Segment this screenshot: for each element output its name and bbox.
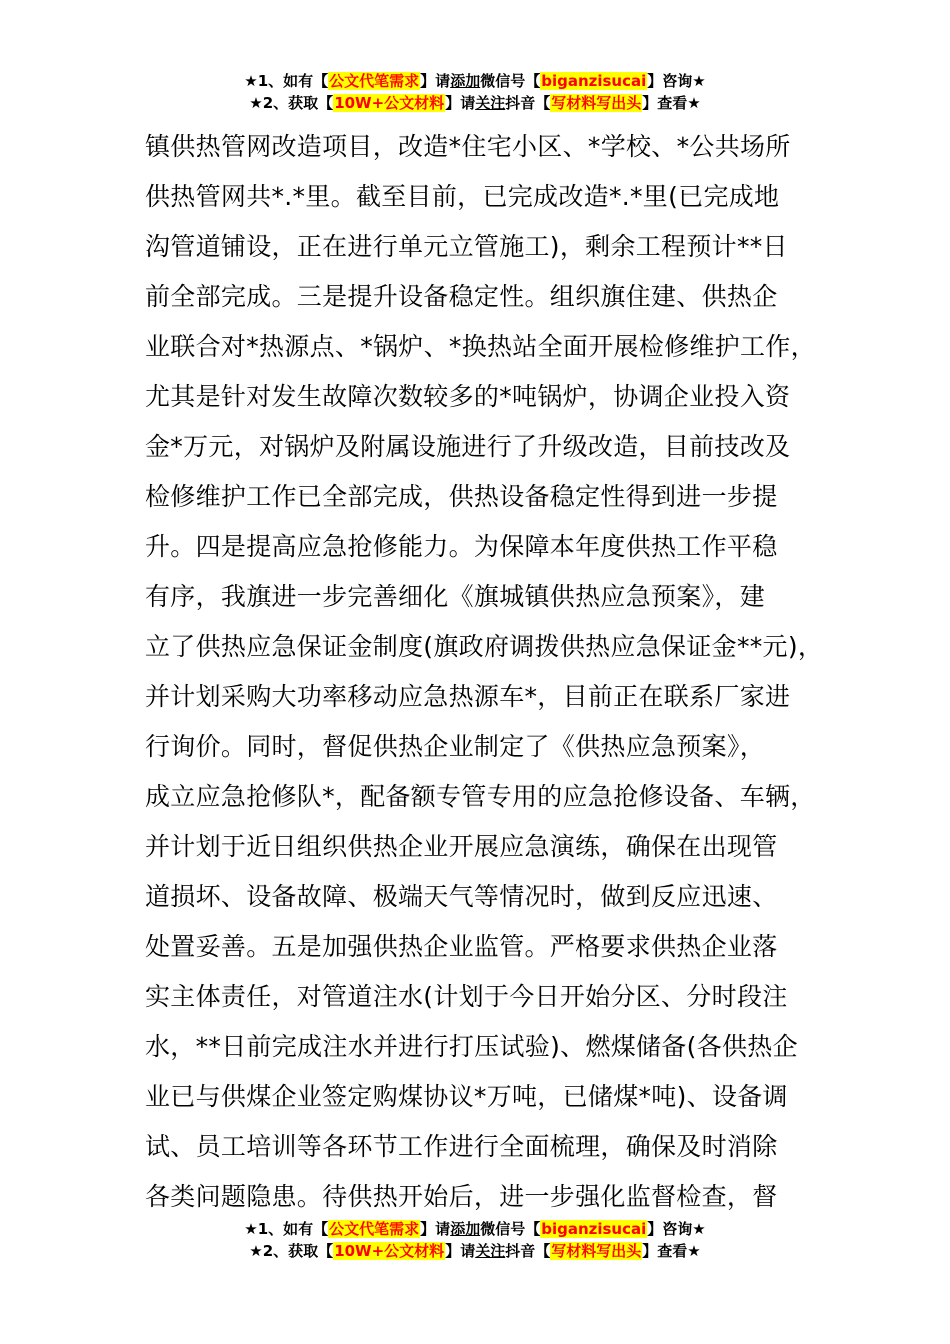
body-line: 并计划采购大功率移动应急热源车*，目前正在联系厂家进 bbox=[145, 682, 791, 711]
banner-underlined: 关注 bbox=[475, 94, 506, 112]
banner-text: 】咨询★ bbox=[647, 72, 706, 90]
body-line: 有序，我旗进一步完善细化《旗城镇供热应急预案》，建 bbox=[145, 582, 766, 611]
body-line: 水，**日前完成注水并进行打压试验)、燃煤储备(各供热企 bbox=[145, 1032, 798, 1061]
body-line: 尤其是针对发生故障次数较多的*吨锅炉，协调企业投入资 bbox=[145, 382, 791, 411]
body-line: 供热管网共*.*里。截至目前，已完成改造*.*里(已完成地 bbox=[145, 182, 780, 211]
banner-highlight: biganzisucai bbox=[541, 1220, 647, 1238]
banner-text: 】咨询★ bbox=[647, 1220, 706, 1238]
body-line: 各类问题隐患。待供热开始后，进一步强化监督检查，督 bbox=[145, 1182, 778, 1211]
body-line: 沟管道铺设，正在进行单元立管施工)，剩余工程预计**日 bbox=[145, 232, 788, 261]
banner-text: 抖音【 bbox=[505, 1242, 551, 1260]
header-banner bbox=[0, 70, 950, 114]
banner-text: 】请 bbox=[420, 1220, 451, 1238]
banner-text: 】请 bbox=[420, 72, 451, 90]
banner-text: 】查看★ bbox=[642, 1242, 701, 1260]
body-line: 试、员工培训等各环节工作进行全面梳理，确保及时消除 bbox=[145, 1132, 778, 1161]
body-line: 道损坏、设备故障、极端天气等情况时，做到反应迅速、 bbox=[145, 882, 778, 911]
banner-line-2 bbox=[0, 92, 950, 114]
body-line: 前全部完成。三是提升设备稳定性。组织旗住建、供热企 bbox=[145, 282, 778, 311]
banner-highlight: biganzisucai bbox=[541, 72, 647, 90]
body-line: 立了供热应急保证金制度(旗政府调拨供热应急保证金**元)， bbox=[145, 632, 824, 661]
body-line: 并计划于近日组织供热企业开展应急演练，确保在出现管 bbox=[145, 832, 778, 861]
document-body bbox=[145, 122, 845, 1222]
banner-highlight: 写材料写出头 bbox=[551, 1242, 642, 1260]
banner-highlight: 写材料写出头 bbox=[551, 94, 642, 112]
body-line: 实主体责任，对管道注水(计划于今日开始分区、分时段注 bbox=[145, 982, 788, 1011]
banner-line-2 bbox=[0, 1240, 950, 1262]
banner-highlight: 10W+公文材料 bbox=[334, 94, 445, 112]
footer-banner bbox=[0, 1218, 950, 1262]
banner-text: 微信号【 bbox=[480, 72, 541, 90]
body-line: 业已与供煤企业签定购煤协议*万吨，已储煤*吨)、设备调 bbox=[145, 1082, 788, 1111]
banner-text: 微信号【 bbox=[480, 1220, 541, 1238]
body-line: 检修维护工作已全部完成，供热设备稳定性得到进一步提 bbox=[145, 482, 778, 511]
banner-text: 】请 bbox=[445, 94, 476, 112]
banner-text: 抖音【 bbox=[505, 94, 551, 112]
banner-highlight: 公文代笔需求 bbox=[329, 1220, 420, 1238]
body-line: 成立应急抢修队*，配备额专管专用的应急抢修设备、车辆， bbox=[145, 782, 816, 811]
banner-line-1 bbox=[0, 70, 950, 92]
banner-line-1 bbox=[0, 1218, 950, 1240]
body-line: 升。四是提高应急抢修能力。为保障本年度供热工作平稳 bbox=[145, 532, 778, 561]
banner-underlined: 关注 bbox=[475, 1242, 506, 1260]
banner-highlight: 10W+公文材料 bbox=[334, 1242, 445, 1260]
body-line: 金*万元，对锅炉及附属设施进行了升级改造，目前技改及 bbox=[145, 432, 791, 461]
banner-text: 】查看★ bbox=[642, 94, 701, 112]
banner-text: ★2、获取【 bbox=[249, 94, 334, 112]
banner-underlined: 添加 bbox=[450, 1220, 481, 1238]
banner-highlight: 公文代笔需求 bbox=[329, 72, 420, 90]
banner-text: ★1、如有【 bbox=[244, 72, 329, 90]
banner-underlined: 添加 bbox=[450, 72, 481, 90]
banner-text: ★1、如有【 bbox=[244, 1220, 329, 1238]
body-line: 处置妥善。五是加强供热企业监管。严格要求供热企业落 bbox=[145, 932, 778, 961]
body-line: 镇供热管网改造项目，改造*住宅小区、*学校、*公共场所 bbox=[145, 132, 791, 161]
body-line: 业联合对*热源点、*锅炉、*换热站全面开展检修维护工作， bbox=[145, 332, 816, 361]
banner-text: 】请 bbox=[445, 1242, 476, 1260]
body-line: 行询价。同时，督促供热企业制定了《供热应急预案》， bbox=[145, 732, 766, 761]
banner-text: ★2、获取【 bbox=[249, 1242, 334, 1260]
